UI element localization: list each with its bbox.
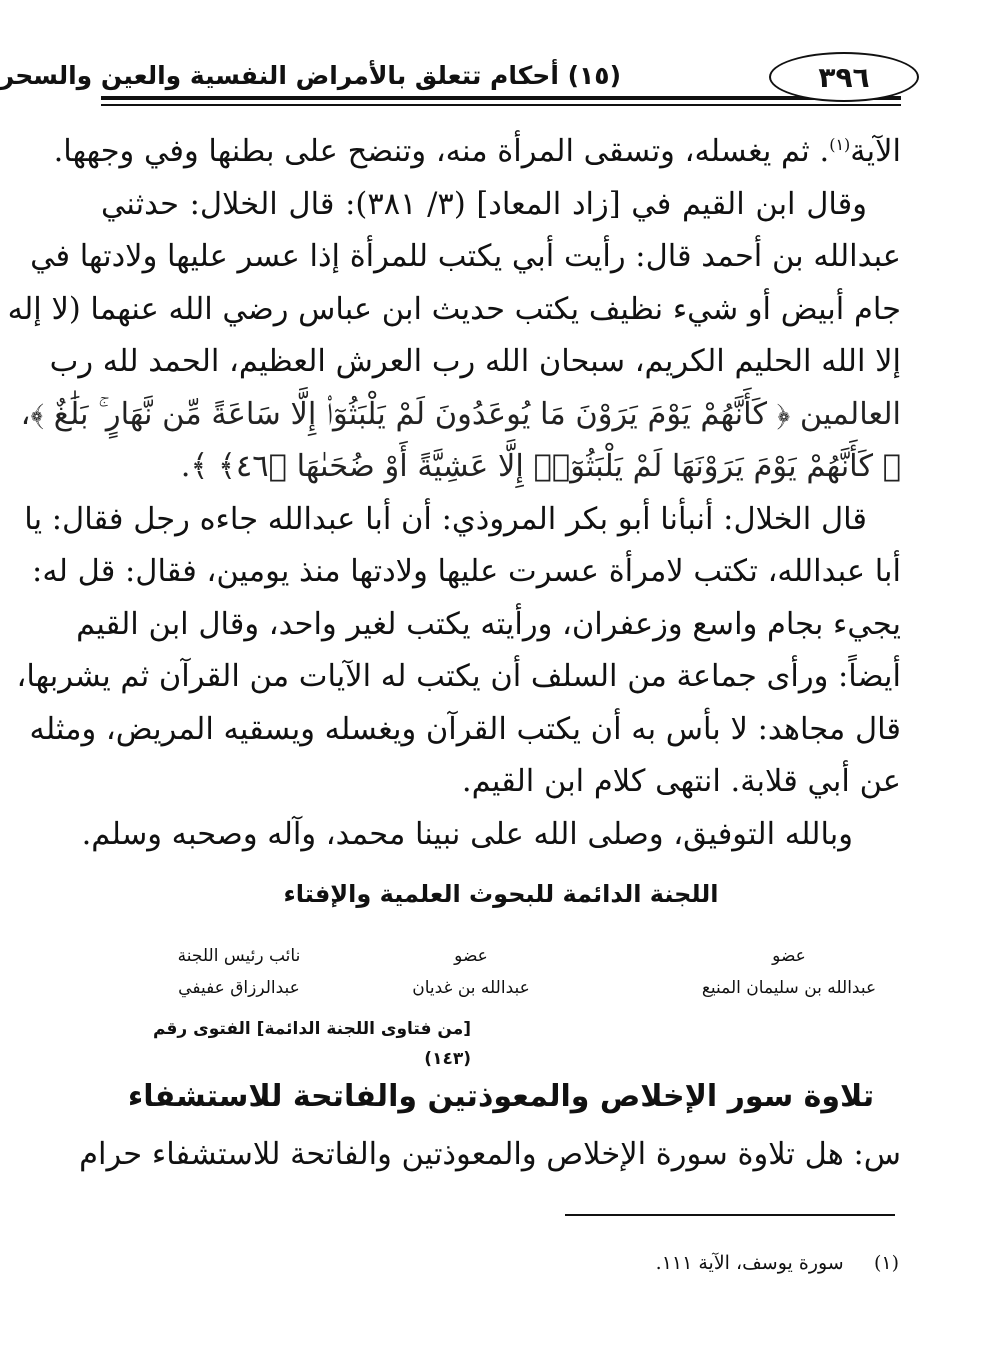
- text-line: وقال ابن القيم في [زاد المعاد] (٣/ ٣٨١): قال الخلال: حدثني: [101, 186, 867, 222]
- committee-members: [101, 940, 901, 1010]
- footnote-reference: (١): [829, 134, 851, 154]
- quran-verse-line: ﴿ كَأَنَّهُمْ يَوْمَ يَرَوْنَهَا لَمْ يَلْبَثُوٓا۟ إِلَّا عَشِيَّةً أَوْ ضُحَىٰهَا ﴿٤٦﴾ ﴾.: [180, 449, 901, 484]
- committee-member: [341, 940, 601, 1004]
- text-line: قال الخلال: أنبأنا أبو بكر المروذي: أن أبا عبدالله جاءه رجل فقال: يا: [24, 501, 867, 537]
- member-role: عضو: [454, 946, 488, 966]
- footnote-rule: [565, 1214, 895, 1216]
- member-name: عبدالله بن سليمان المنيع: [701, 978, 877, 998]
- page-number: ٣٩٦: [818, 60, 870, 94]
- text-segment: . ثم يغسله، وتسقى المرأة منه، وتنضح على بطنها وفي وجهها.: [53, 134, 830, 169]
- text-line: يجيء بجام واسع وزعفران، ورأيته يكتب لغير واحد، وقال ابن القيم: [76, 606, 901, 642]
- text-line: قال مجاهد: لا بأس به أن يكتب القرآن ويغسله ويسقيه المريض، ومثله: [29, 711, 901, 747]
- text-line: [53, 126, 901, 179]
- header-rule-thick: [101, 96, 901, 100]
- member-name: عبدالرزاق عفيفي: [178, 978, 300, 998]
- text-line: عن أبي قلابة. انتهى كلام ابن القيم.: [461, 764, 901, 799]
- text-line: عبدالله بن أحمد قال: رأيت أبي يكتب للمرأة إذا عسر عليها ولادتها في: [30, 239, 901, 274]
- body-text: [7, 126, 901, 861]
- member-name: عبدالله بن غديان: [412, 978, 530, 998]
- text-line: إلا الله الحليم الكريم، سبحان الله رب العرش العظيم، الحمد لله رب: [49, 344, 901, 379]
- committee-member: [109, 940, 369, 1004]
- text-line: أيضاً: ورأى جماعة من السلف أن يكتب له الآيات من القرآن ثم يشربها،: [16, 659, 901, 694]
- member-role: نائب رئيس اللجنة: [177, 946, 301, 966]
- footnote-marker: (١): [873, 1252, 899, 1274]
- question-text: س: هل تلاوة سورة الإخلاص والمعوذتين والفاتحة للاستشفاء حرام: [79, 1137, 901, 1172]
- committee-title: اللجنة الدائمة للبحوث العلمية والإفتاء: [283, 880, 719, 908]
- running-header-title: (١٥) أحكام تتعلق بالأمراض النفسية والعين والسحر: [0, 61, 621, 90]
- quran-verse-line: العالمين ﴿ كَأَنَّهُمْ يَوْمَ يَرَوْنَ مَا يُوعَدُونَ لَمْ يَلْبَثُوٓا۟ إِلَّا سَاعَةً مِّن نَّهَارٍ ۚ بَلَٰغٌ ﴾،: [20, 396, 901, 432]
- closing-line: وبالله التوفيق، وصلى الله على نبينا محمد، وآله وصحبه وسلم.: [81, 816, 853, 852]
- committee-member: [659, 940, 919, 1004]
- footnote-text: سورة يوسف، الآية ١١١.: [655, 1252, 844, 1274]
- footnote: [499, 1248, 899, 1278]
- text-line: أبا عبدالله، تكتب لامرأة عسرت عليها ولادتها منذ يومين، فقال: قل له:: [32, 554, 901, 589]
- page-number-oval: [769, 52, 919, 102]
- member-role: عضو: [772, 946, 806, 966]
- header-rule-thin: [101, 104, 901, 106]
- section-title: تلاوة سور الإخلاص والمعوذتين والفاتحة للاستشفاء: [127, 1079, 875, 1114]
- text-segment: الآية: [850, 134, 901, 169]
- text-line: جام أبيض أو شيء نظيف يكتب حديث ابن عباس رضي الله عنهما (لا إله: [7, 291, 901, 327]
- fatwa-reference: [من فتاوى اللجنة الدائمة] الفتوى رقم (١٤٣): [152, 1019, 471, 1069]
